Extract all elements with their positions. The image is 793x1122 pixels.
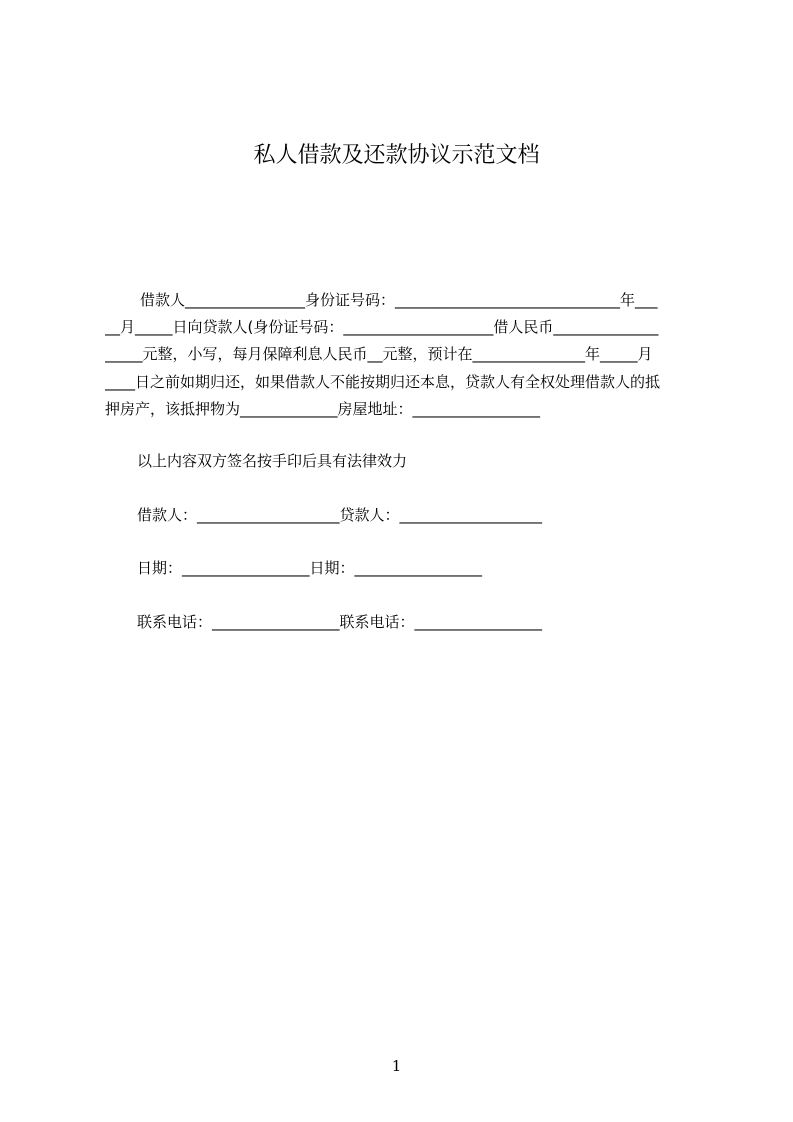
paragraph-line-5: 押房产，该抵押物为_____________房屋地址：_________________: [105, 400, 541, 418]
paragraph-line-4: ____日之前如期归还，如果借款人不能按期归还本息，贷款人有全权处理借款人的抵: [105, 373, 661, 391]
document-title: 私人借款及还款协议示范文档: [253, 143, 540, 168]
page-number: 1: [391, 1057, 402, 1075]
paragraph-line-2: __月_____日向贷款人(身份证号码：____________________借人民币______________: [105, 318, 659, 336]
legal-effect-statement: 以上内容双方签名按手印后具有法律效力: [137, 452, 408, 470]
paragraph-line-1: 借款人________________身份证号码：______________________________年___: [140, 291, 658, 309]
paragraph-line-3: _____元整，小写，每月保障利息人民币__元整，预计在_______________年_____月: [105, 345, 653, 363]
signature-dates: 日期：_________________日期：_________________: [137, 559, 483, 577]
signature-borrower-lender: 借款人：___________________贷款人：___________________: [137, 506, 543, 524]
signature-phones: 联系电话：_________________联系电话：_________________: [137, 613, 543, 631]
